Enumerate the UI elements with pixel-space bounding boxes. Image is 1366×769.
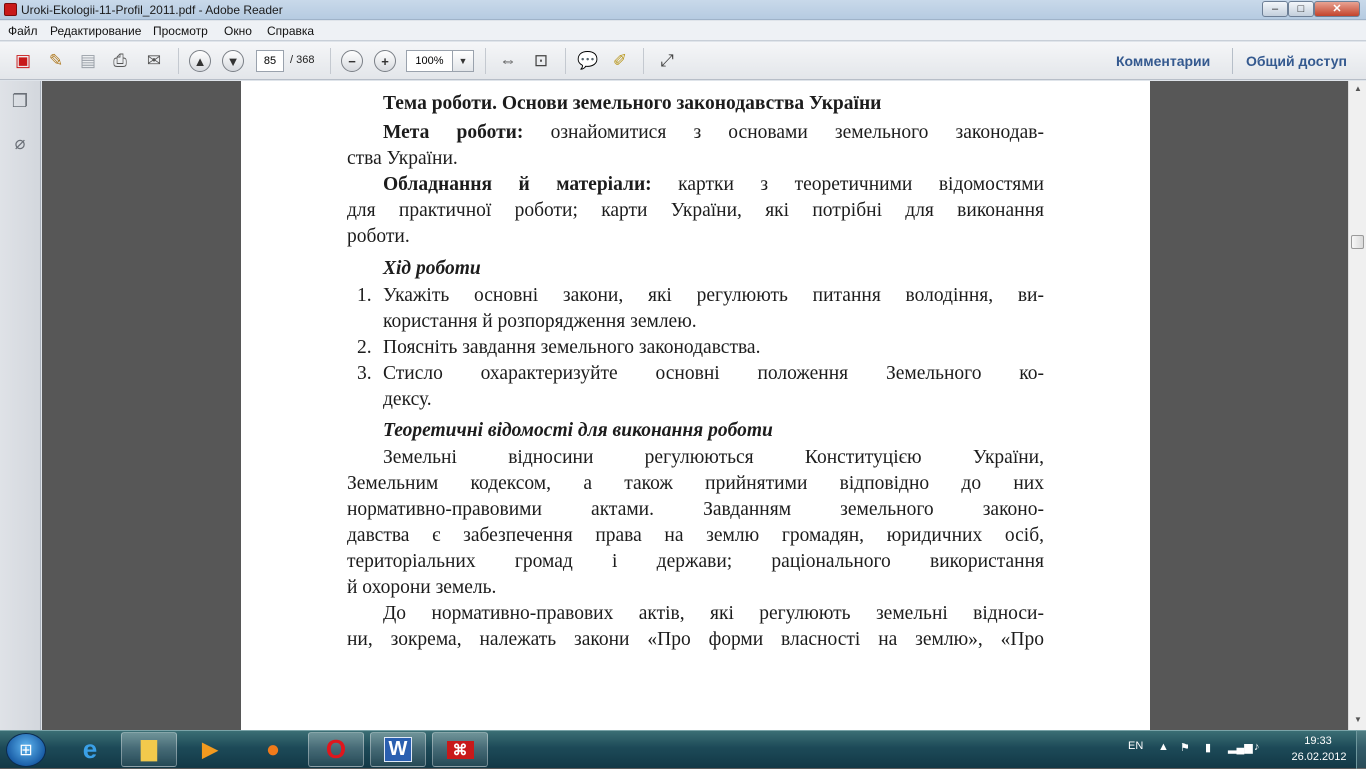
clock-date[interactable]: 26.02.2012 [1291, 751, 1347, 763]
menu-bar [0, 21, 1366, 41]
start-button[interactable] [6, 733, 46, 767]
zoom-level-input[interactable]: 100% [406, 50, 452, 72]
language-indicator[interactable]: EN [1128, 740, 1144, 752]
save-icon[interactable]: ▤ [79, 51, 97, 70]
pdf-page [241, 81, 1150, 730]
close-button[interactable]: ✕ [1314, 1, 1360, 17]
battery-icon[interactable]: ▮ [1205, 742, 1212, 754]
firefox-icon[interactable]: ● [265, 735, 281, 763]
theory-heading: Теоретичні відомості для виконання роботи [383, 420, 773, 441]
attachments-icon[interactable]: ⌀ [14, 132, 26, 153]
minimize-button[interactable]: ‒ [1262, 1, 1288, 17]
paragraph-line: Земельні відносини регулюються Конституцією України, [383, 447, 1044, 468]
opera-icon[interactable]: O [308, 732, 364, 767]
comment-icon[interactable]: 💬 [577, 51, 599, 70]
topic-label: Тема роботи [383, 93, 493, 114]
email-icon[interactable]: ✉ [146, 51, 162, 70]
step-2-line-1: Поясніть завдання земельного законодавства. [383, 337, 761, 358]
window-title: Uroki-Ekologii-11-Profil_2011.pdf - Adobe Reader [21, 3, 283, 17]
vertical-scrollbar[interactable] [1348, 81, 1366, 730]
zoom-in-button[interactable] [372, 48, 398, 74]
zoom-dropdown-button[interactable] [452, 50, 474, 72]
step-number: 3. [357, 363, 372, 384]
equipment-line-1 [383, 174, 1044, 196]
action-center-flag-icon[interactable]: ⚑ [1180, 742, 1190, 754]
toolbar-separator [1232, 48, 1233, 74]
goal-label: Мета роботи: [383, 122, 524, 143]
maximize-button[interactable]: □ [1288, 1, 1314, 17]
page-total-label: / 368 [290, 54, 315, 66]
paragraph-line: й охорони земель. [347, 577, 497, 598]
adobe-reader-app-icon [4, 3, 17, 16]
word-icon[interactable] [370, 732, 426, 767]
show-hidden-icons-icon[interactable]: ▲ [1158, 741, 1169, 753]
title-bar [0, 0, 1366, 20]
pages-icon[interactable]: ❐ [11, 90, 29, 111]
show-desktop-button[interactable] [1356, 731, 1366, 769]
adobe-glyph: ⌘ [447, 741, 474, 759]
media-player-icon[interactable]: ▶ [202, 739, 218, 761]
step-1-line-1: Укажіть основні закони, які регулюють питання володіння, ви- [383, 285, 1044, 306]
step-3-line-1: Стисло охарактеризуйте основні положення Земельного ко- [383, 363, 1044, 384]
toolbar-separator [330, 48, 331, 74]
network-icon[interactable]: ▂▄▆ [1228, 742, 1253, 754]
clock-time[interactable]: 19:33 [1304, 735, 1332, 747]
highlight-icon[interactable]: ✐ [612, 51, 628, 70]
toolbar-separator [485, 48, 486, 74]
toolbar-separator [178, 48, 179, 74]
paragraph-line: територіальних громад і держави; раціонального використання [347, 551, 1044, 572]
prev-page-button[interactable] [187, 48, 213, 74]
equipment-line-3: роботи. [347, 226, 410, 247]
document-view[interactable] [42, 81, 1348, 730]
ie-icon[interactable]: e [82, 734, 98, 764]
scroll-down-icon[interactable]: ▼ [1354, 715, 1362, 724]
procedure-heading: Хід роботи [383, 258, 481, 279]
step-3-line-2: дексу. [383, 389, 432, 410]
word-glyph: W [384, 737, 413, 762]
topic-line [383, 93, 881, 115]
menu-help[interactable]: Справка [267, 24, 315, 38]
next-page-button[interactable] [220, 48, 246, 74]
toolbar-separator [565, 48, 566, 74]
goal-text-1: ознайомитися з основами земельного законодав- [523, 122, 1044, 143]
equipment-label: Обладнання й матеріали: [383, 174, 652, 195]
step-1-line-2: користання й розпорядження землею. [383, 311, 697, 332]
adobe-reader-icon[interactable] [432, 732, 488, 767]
scrollbar-thumb[interactable] [1351, 235, 1364, 249]
menu-view[interactable]: Просмотр [153, 24, 208, 38]
explorer-icon[interactable]: ▇ [121, 732, 177, 767]
taskbar [0, 730, 1366, 768]
menu-file[interactable]: Файл [8, 24, 38, 38]
equipment-line-2: для практичної роботи; карти України, які потрібні для виконання [347, 200, 1044, 221]
navigation-pane [0, 81, 41, 730]
next-page-icon: ▼ [222, 50, 244, 72]
comments-link[interactable]: Комментарии [1116, 53, 1211, 69]
paragraph-line: нормативно-правовими актами. Завданням земельного законо- [347, 499, 1044, 520]
zoom-out-button[interactable] [339, 48, 365, 74]
zoom-in-icon: + [374, 50, 396, 72]
menu-window[interactable]: Окно [224, 24, 252, 38]
fit-page-icon[interactable]: ⊡ [533, 51, 549, 70]
step-number: 2. [357, 337, 372, 358]
topic-text: . Основи земельного законодавства України [492, 93, 882, 114]
paragraph-line: ни, зокрема, належать закони «Про форми власності на землю», «Про [347, 629, 1044, 650]
zoom-out-icon: − [341, 50, 363, 72]
chevron-down-icon: ▼ [458, 56, 468, 66]
edit-icon[interactable]: ✎ [48, 51, 64, 70]
fit-width-icon[interactable]: ⇔ [499, 51, 517, 70]
goal-line-1 [383, 122, 1044, 144]
windows-logo-icon: ⊞ [19, 742, 33, 759]
toolbar-separator [643, 48, 644, 74]
equipment-text-1: картки з теоретичними відомостями [651, 174, 1044, 195]
toolbar [0, 42, 1366, 80]
volume-icon[interactable]: ♪ [1254, 741, 1260, 753]
share-link[interactable]: Общий доступ [1246, 53, 1347, 69]
page-number-input[interactable]: 85 [256, 50, 284, 72]
paragraph-line: Земельним кодексом, а також прийнятими відповідно до них [347, 473, 1044, 494]
step-number: 1. [357, 285, 372, 306]
create-pdf-icon[interactable]: ▣ [14, 51, 32, 70]
paragraph-line: До нормативно-правових актів, які регулюють земельні відноси- [383, 603, 1044, 624]
scroll-up-icon[interactable]: ▲ [1354, 84, 1362, 93]
paragraph-line: давства є забезпечення права на землю громадян, юридичних осіб, [347, 525, 1044, 546]
print-icon[interactable]: ⎙ [113, 51, 127, 70]
prev-page-icon: ▲ [189, 50, 211, 72]
fullscreen-icon[interactable]: ⤢ [660, 51, 674, 70]
goal-line-2: ства України. [347, 148, 458, 169]
menu-edit[interactable]: Редактирование [50, 24, 142, 38]
